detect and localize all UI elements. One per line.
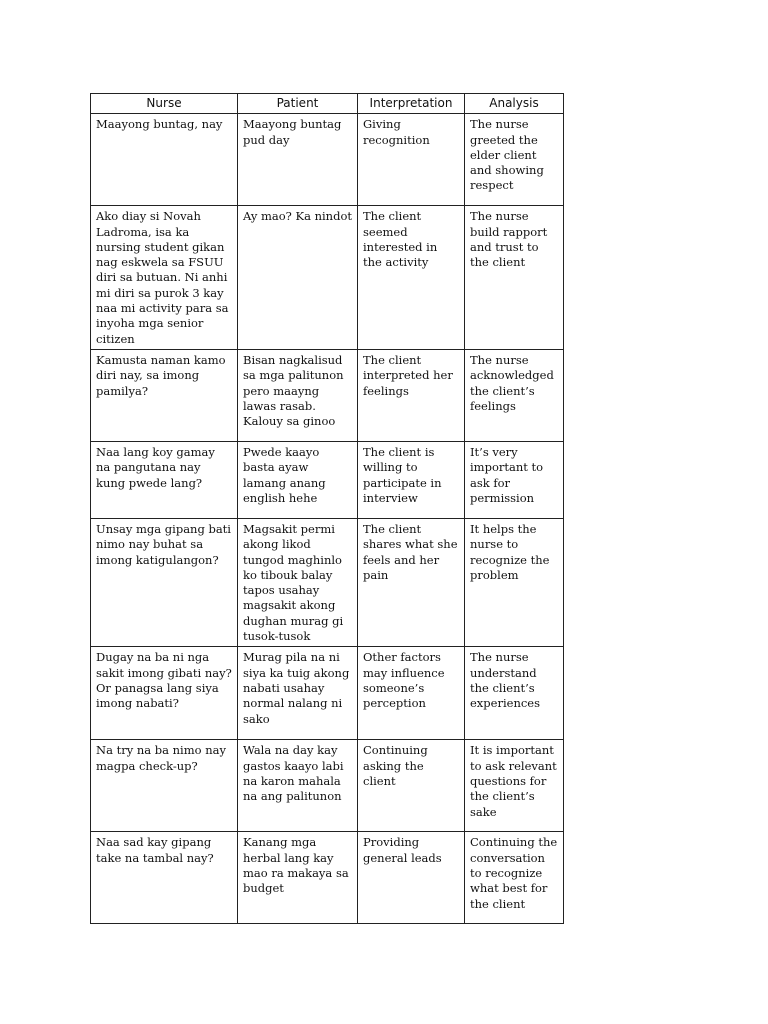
analysis-cell: The nurse build rapport and trust to the client — [465, 206, 564, 350]
nurse-cell: Unsay mga gipang bati nimo nay buhat sa imong katigulangon? — [91, 518, 238, 646]
patient-cell: Bisan nagkalisud sa mga palitunon pero maayng lawas rasab. Kalouy sa ginoo — [238, 349, 358, 441]
interpretation-cell: The client is willing to participate in interview — [358, 441, 465, 518]
patient-cell: Ay mao? Ka nindot — [238, 206, 358, 350]
nurse-cell: Maayong buntag, nay — [91, 114, 238, 206]
table-row — [91, 349, 564, 441]
nurse-cell: Kamusta naman kamo diri nay, sa imong pamilya? — [91, 349, 238, 441]
interpretation-cell: The client interpreted her feelings — [358, 349, 465, 441]
analysis-cell: Continuing the conversation to recognize what best for the client — [465, 832, 564, 924]
analysis-cell: It is important to ask relevant questions for the client’s sake — [465, 740, 564, 832]
analysis-cell: The nurse acknowledged the client’s feelings — [465, 349, 564, 441]
analysis-cell: It helps the nurse to recognize the problem — [465, 518, 564, 646]
table-row — [91, 114, 564, 206]
patient-cell: Magsakit permi akong likod tungod maghinlo ko tibouk balay tapos usahay magsakit akong dughan murag gi tusok-tusok — [238, 518, 358, 646]
patient-cell: Kanang mga herbal lang kay mao ra makaya sa budget — [238, 832, 358, 924]
table-row — [91, 647, 564, 740]
analysis-cell: It’s very important to ask for permission — [465, 441, 564, 518]
interpretation-cell: The client seemed interested in the activity — [358, 206, 465, 350]
table-row — [91, 441, 564, 518]
interpretation-cell: Giving recognition — [358, 114, 465, 206]
interpretation-cell: Continuing asking the client — [358, 740, 465, 832]
nurse-cell: Ako diay si Novah Ladroma, isa ka nursing student gikan nag eskwela sa FSUU diri sa butuan. Ni anhi mi diri sa purok 3 kay naa mi activity para sa inyoha mga senior citizen — [91, 206, 238, 350]
header-patient: Patient — [238, 94, 358, 114]
table-row — [91, 518, 564, 646]
dialogue-analysis-table — [90, 93, 564, 924]
nurse-cell: Naa sad kay gipang take na tambal nay? — [91, 832, 238, 924]
interpretation-cell: Providing general leads — [358, 832, 465, 924]
interpretation-cell: The client shares what she feels and her pain — [358, 518, 465, 646]
header-nurse: Nurse — [91, 94, 238, 114]
header-analysis: Analysis — [465, 94, 564, 114]
header-row — [91, 94, 564, 114]
patient-cell: Maayong buntag pud day — [238, 114, 358, 206]
interpretation-cell: Other factors may influence someone’s perception — [358, 647, 465, 740]
patient-cell: Wala na day kay gastos kaayo labi na karon mahala na ang palitunon — [238, 740, 358, 832]
analysis-cell: The nurse understand the client’s experiences — [465, 647, 564, 740]
patient-cell: Pwede kaayo basta ayaw lamang anang english hehe — [238, 441, 358, 518]
table-row — [91, 740, 564, 832]
nurse-cell: Na try na ba nimo nay magpa check-up? — [91, 740, 238, 832]
nurse-cell: Naa lang koy gamay na pangutana nay kung pwede lang? — [91, 441, 238, 518]
analysis-cell: The nurse greeted the elder client and showing respect — [465, 114, 564, 206]
header-interpretation: Interpretation — [358, 94, 465, 114]
nurse-cell: Dugay na ba ni nga sakit imong gibati nay? Or panagsa lang siya imong nabati? — [91, 647, 238, 740]
table-row — [91, 206, 564, 350]
patient-cell: Murag pila na ni siya ka tuig akong nabati usahay normal nalang ni sako — [238, 647, 358, 740]
table-row — [91, 832, 564, 924]
